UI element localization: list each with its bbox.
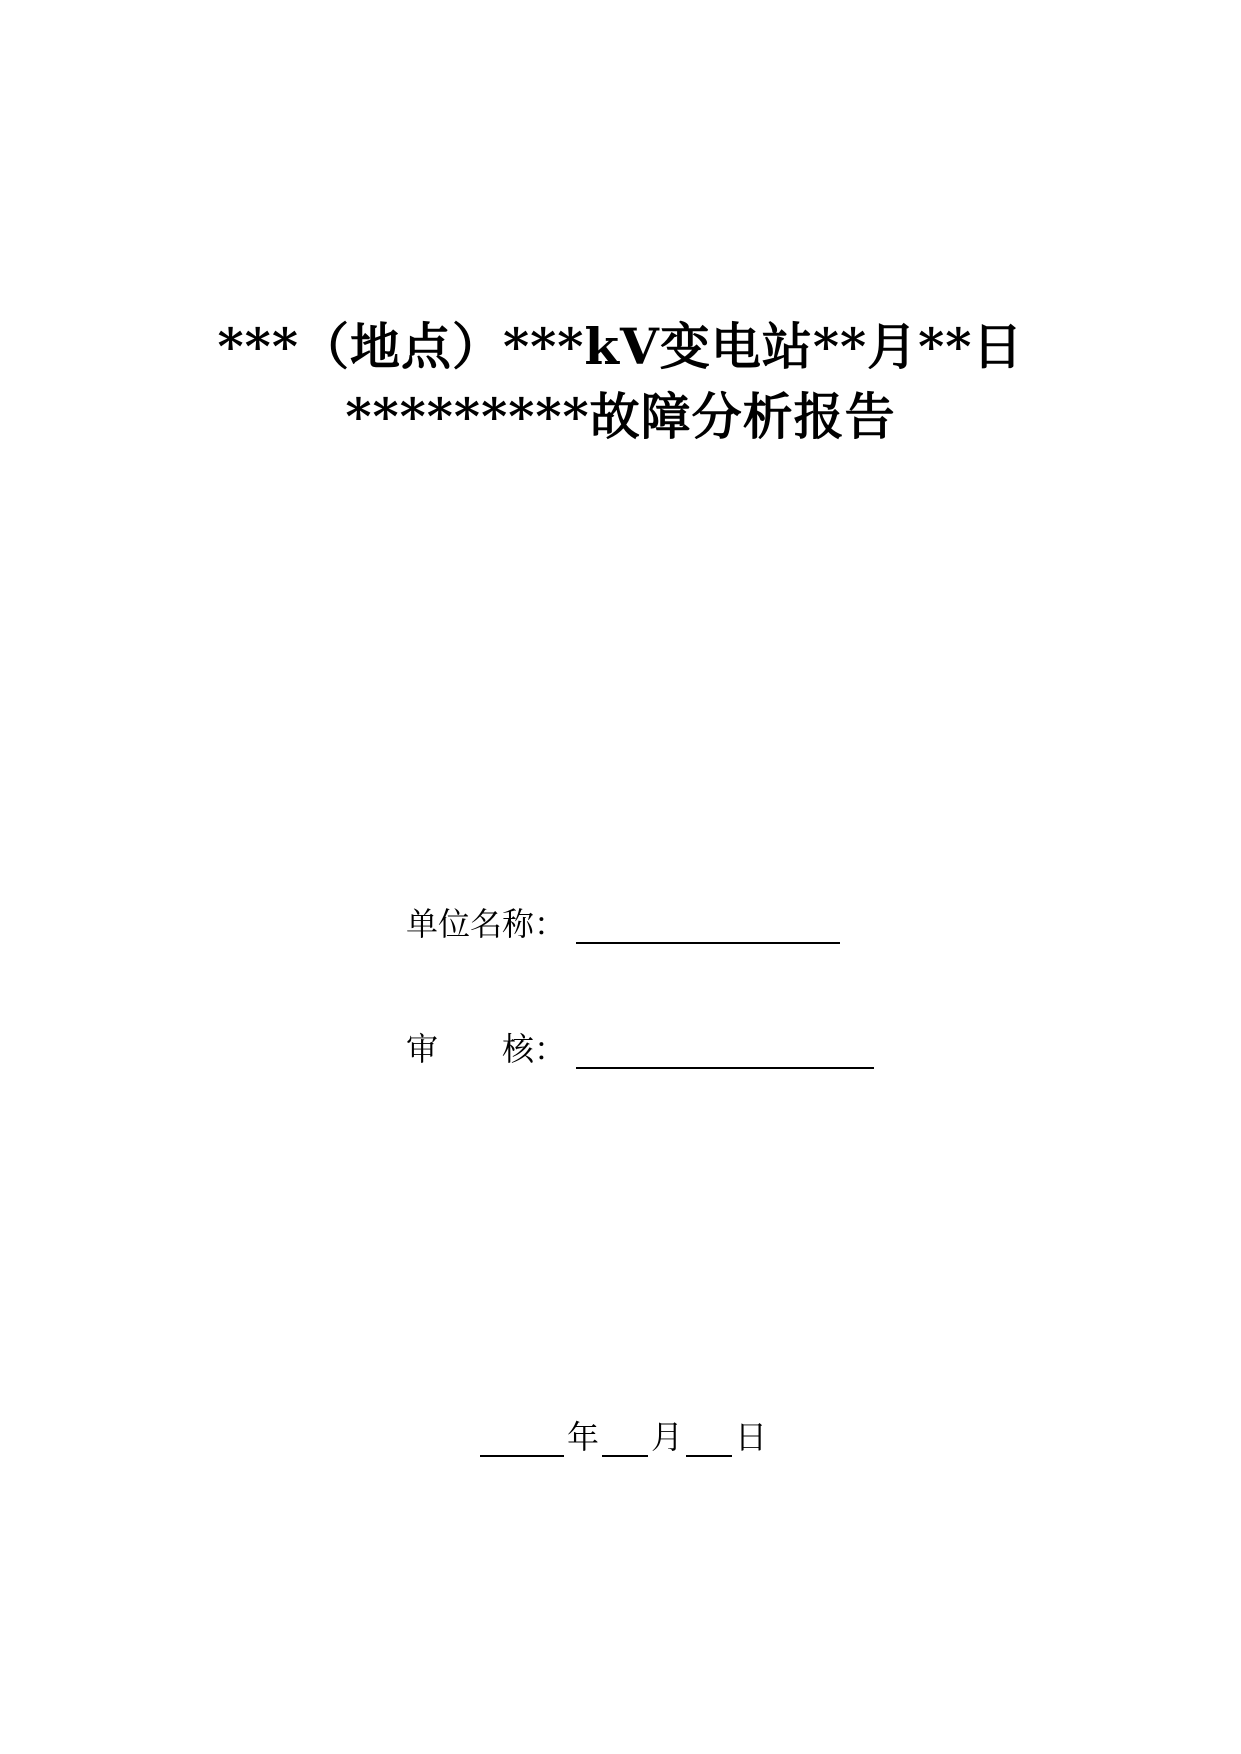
- review-label: 审 核：: [406, 1030, 567, 1068]
- unit-name-label: 单位名称：: [406, 905, 567, 943]
- date-row: [480, 1417, 770, 1457]
- day-label: 日: [735, 1418, 768, 1456]
- day-blank[interactable]: [686, 1421, 732, 1457]
- report-title-line-2: *********故障分析报告: [345, 387, 896, 446]
- review-row: [406, 1029, 874, 1069]
- month-label: 月: [651, 1418, 684, 1456]
- unit-name-row: [406, 904, 840, 944]
- report-title: [0, 312, 1241, 452]
- month-blank[interactable]: [602, 1421, 648, 1457]
- year-label: 年: [567, 1418, 600, 1456]
- review-fill-line[interactable]: [576, 1033, 874, 1069]
- report-title-line-1: ***（地点）***kV变电站**月**日: [217, 317, 1024, 376]
- year-blank[interactable]: [480, 1421, 564, 1457]
- unit-name-fill-line[interactable]: [576, 908, 840, 944]
